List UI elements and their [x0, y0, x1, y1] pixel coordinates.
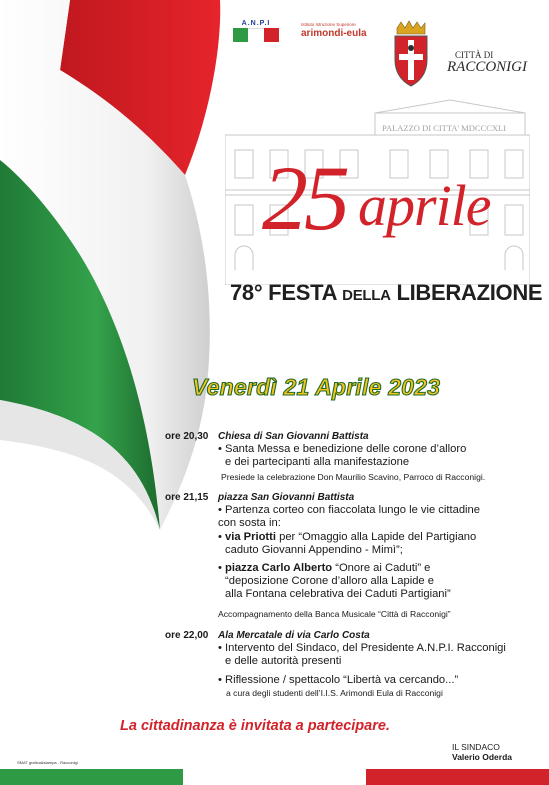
program-bullet: • Intervento del Sindaco, del Presidente A.N.P.I. Racconigi — [218, 642, 548, 655]
anpi-label: A.N.P.I — [241, 20, 271, 27]
mayor-name: Valerio Oderda — [452, 752, 512, 762]
logo-row — [233, 20, 533, 90]
event-date: Venerdì 21 Aprile 2023 — [192, 374, 441, 400]
program-bullet: • piazza Carlo Alberto “Onore ai Caduti” e — [218, 562, 548, 575]
school-logo — [301, 22, 391, 39]
anpi-logo — [233, 20, 279, 42]
hero-date — [262, 147, 542, 247]
city-line1: CITTÀ DI — [455, 50, 494, 60]
mayor-title: IL SINDACO — [452, 742, 500, 752]
city-crest-icon — [391, 20, 431, 88]
program-bullet: • via Priotti per “Omaggio alla Lapide del Partigiano — [218, 531, 548, 544]
program-time: ore 20,30 — [165, 431, 209, 442]
palazzo-label: PALAZZO DI CITTA' MDCCCXLI — [382, 123, 507, 133]
city-line2: RACCONIGI — [447, 59, 527, 75]
program-note: Accompagnamento della Banca Musicale “Città di Racconigi” — [218, 608, 451, 619]
program-bullet: • Santa Messa e benedizione delle corone d’alloro — [218, 443, 548, 456]
festa-title — [230, 280, 542, 306]
printer-credit: SMAT grafica&stampa - Racconigi — [17, 760, 78, 765]
program-place: Chiesa di San Giovanni Battista — [218, 431, 369, 442]
bottom-flag-red — [366, 769, 549, 785]
hero-day: 25 — [262, 147, 346, 247]
school-small-text: Istituto Istruzione Superiore — [301, 22, 356, 27]
festa-part2: DELLA — [342, 287, 391, 304]
program-item: ore 21,15 piazza San Giovanni Battista • Partenza corteo con fiaccolata lungo le vie cittadine con sosta in: • via Priotti per “Omaggio alla Lapide del Partigiano caduto Giovanni Appendino - Mimì”; • piazza Carlo Alberto “Onore ai Caduti” e “deposizione Corone d’alloro alla Lapide e alla Fontana celebrativa dei Caduti Partigiani” Accompagnamento della Banca Musicale “Città di Racconigi” — [165, 491, 545, 621]
program-time: ore 22,00 — [165, 630, 209, 641]
program-note: a cura degli studenti dell’I.I.S. Arimondi Eula di Racconigi — [226, 688, 443, 699]
festa-part1: 78° FESTA — [230, 280, 343, 305]
program-place: Ala Mercatale di via Carlo Costa — [218, 630, 370, 641]
bottom-flag-white — [183, 769, 366, 785]
program-bullet: • Partenza corteo con fiaccolata lungo le vie cittadine — [218, 504, 548, 517]
festa-part3: LIBERAZIONE — [390, 280, 543, 305]
program-bullet: • Riflessione / spettacolo “Libertà va cercando...” — [218, 674, 548, 687]
mayor-signature — [452, 742, 512, 762]
program-note: Presiede la celebrazione Don Maurilio Scavino, Parroco di Racconigi. — [221, 471, 486, 482]
school-brand: arimondi-eula — [301, 28, 367, 39]
hero-month: aprile — [358, 173, 491, 238]
invitation-text: La cittadinanza è invitata a partecipare. — [120, 718, 390, 734]
program-item: ore 22,00 Ala Mercatale di via Carlo Costa • Intervento del Sindaco, del Presidente A.N.P.I. Racconigi e delle autorità presenti • Riflessione / spettacolo “Libertà va cercando...” a cura degli studenti dell’I.I.S. Arimondi Eula di Racconigi — [165, 629, 545, 704]
bottom-flag-green — [0, 769, 183, 785]
program-time: ore 21,15 — [165, 492, 209, 503]
program-item: ore 20,30 Chiesa di San Giovanni Battista • Santa Messa e benedizione delle corone d’alloro e dei partecipanti alla manifestazione Presiede la celebrazione Don Maurilio Scavino, Parroco di Racconigi. — [165, 430, 545, 480]
program-place: piazza San Giovanni Battista — [218, 492, 355, 503]
city-name — [447, 50, 527, 76]
